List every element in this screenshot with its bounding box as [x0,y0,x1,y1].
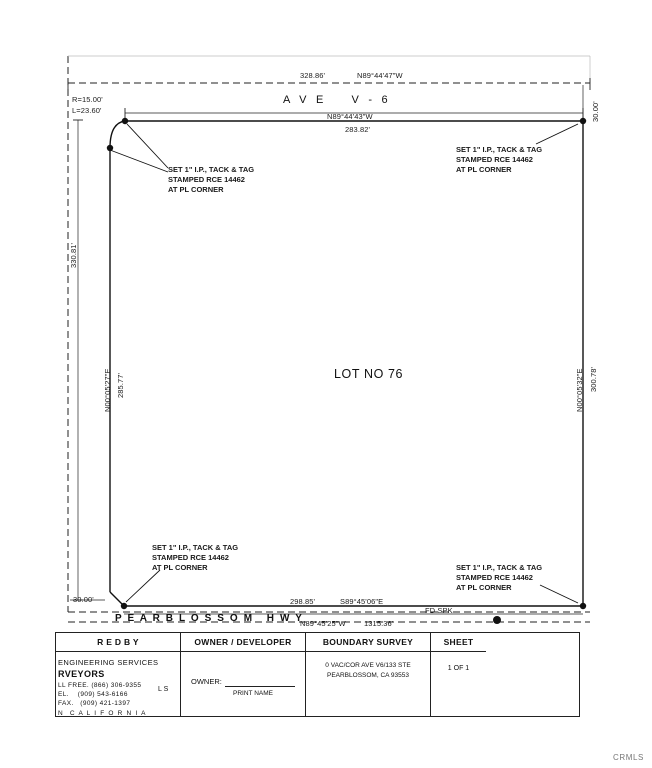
monument-note-se-line1: SET 1" I.P., TACK & TAG [456,563,543,572]
bottom-inner-distance: 298.85' [290,597,316,606]
prepared-by-header: R E D B Y [56,633,180,652]
curve-length: L=23.60' [72,106,102,115]
offset-top-right: 30.00' [591,101,600,122]
street-name-bottom: P E A R B L O S S O M H W Y [115,613,304,624]
monument-note-ne-line2: STAMPED RCE 14462 [456,155,533,165]
sheet-value: 1 OF 1 [447,665,470,672]
right-distance: 300.78' [589,366,598,392]
top-inner-distance: 283.82' [345,125,371,134]
title-block [55,632,580,717]
crmls-watermark: CRMLS [612,753,644,762]
monument-note-sw-line2: STAMPED RCE 14462 [152,553,229,563]
owner-header: OWNER / DEVELOPER [181,633,305,652]
monument-note-se-line3: AT PL CORNER [456,583,512,593]
survey-header: BOUNDARY SURVEY [306,633,430,652]
left-inner-bearing: N00°05'27"E [103,368,112,412]
monument-note-nw-line2: STAMPED RCE 14462 [168,175,245,185]
top-inner-bearing: N89°44'43"W [327,112,373,121]
title-block-survey [306,633,431,716]
right-bearing: N00°05'32"E [575,368,584,412]
prepared-by-line2: RVEYORS [58,669,105,679]
prepared-by-line1: ENGINEERING SERVICES [58,658,159,667]
top-outer-bearing: N89°44'47"W [357,71,403,80]
monument-note-ne-line3: AT PL CORNER [456,165,512,175]
print-name-label: PRINT NAME [233,690,273,697]
street-name-top: A V E V - 6 [283,94,391,106]
offset-bottom-left: 30.00' [73,595,94,604]
monument-note-ne-line1: SET 1" I.P., TACK & TAG [456,145,543,154]
top-outer-distance: 328.86' [300,71,326,80]
curve-radius: R=15.00' [72,95,103,104]
title-block-prepared-by [56,633,181,716]
monument-note-nw-line1: SET 1" I.P., TACK & TAG [168,165,255,174]
found-monument-label: FD SPK [425,606,453,615]
monument-note-sw [152,543,238,573]
title-block-sheet [431,633,486,716]
survey-address-line2: PEARBLOSSOM, CA 93553 [326,671,409,679]
monument-note-nw-line3: AT PL CORNER [168,185,224,195]
monument-note-se [456,563,542,593]
owner-label: OWNER: [191,677,222,686]
bottom-outer-distance: 1315.36' [364,619,394,628]
monument-note-se-line2: STAMPED RCE 14462 [456,573,533,583]
survey-address-line1: 0 VAC/COR AVE V6/133 STE [325,662,411,669]
sheet-header: SHEET [431,633,486,652]
bottom-inner-bearing: S89°45'06"E [340,597,384,606]
prepared-by-line4: EL. (909) 543-6166 [58,691,128,698]
monument-note-sw-line3: AT PL CORNER [152,563,208,573]
bottom-outer-bearing: N89°45'25"W [300,619,346,628]
monument-note-ne [456,145,542,175]
title-block-owner [181,633,306,716]
monument-note-nw [168,165,254,195]
owner-signature-line[interactable] [225,686,295,687]
prepared-by-line3: LL FREE. (866) 306-9355 [58,682,142,689]
left-outer-distance: 330.81' [69,242,78,268]
monument-note-sw-line1: SET 1" I.P., TACK & TAG [152,543,239,552]
lot-label: LOT NO 76 [334,367,404,381]
prepared-by-line6: N C A L I F O R N I A [58,710,147,716]
prepared-by-line5: FAX. (909) 421-1397 [58,700,131,707]
survey-address [306,661,430,681]
surveyor-seal-label: L S [158,686,169,693]
left-inner-distance: 285.77' [116,372,125,398]
